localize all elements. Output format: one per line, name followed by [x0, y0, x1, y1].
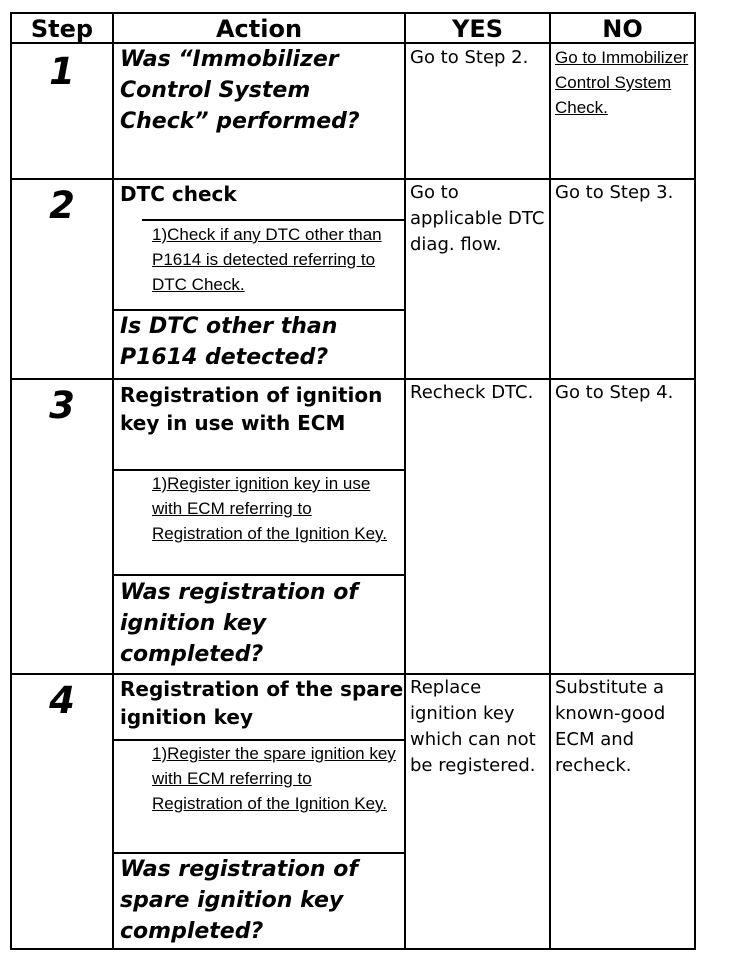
action-sub-divider — [142, 219, 406, 221]
yes-result: Go to applicable DTC diag. flow. — [410, 182, 545, 255]
step-action: DTC check — [120, 182, 237, 206]
step-instruction: 1)Check if any DTC other than P1614 is detected referring to DTC Check. — [152, 225, 382, 294]
table-border-right — [694, 12, 696, 950]
step-number: 4 — [49, 679, 75, 722]
step-action: Registration of ignition key in use with ECM — [120, 383, 383, 435]
step-instruction: 1)Register ignition key in use with ECM referring to Registration of the Ignition Key. — [152, 474, 387, 543]
action-sub-divider — [114, 574, 406, 576]
step-instruction: 1)Register the spare ignition key with ECM referring to Registration of the Ignition Key. — [152, 744, 396, 813]
yes-result: Recheck DTC. — [410, 382, 534, 403]
column-divider — [404, 12, 406, 950]
step-number: 2 — [49, 184, 75, 227]
step-question: Was “Immobilizer Control System Check” performed? — [120, 47, 360, 134]
step-number: 1 — [49, 50, 75, 93]
column-divider — [549, 12, 551, 950]
no-result-link[interactable]: Go to Immobilizer Control System Check. — [555, 48, 689, 117]
table-border-left — [10, 12, 12, 950]
step-question: Was registration of spare ignition key completed? — [120, 857, 358, 944]
no-result: Go to Step 3. — [555, 182, 674, 203]
header-step: Step — [30, 15, 94, 43]
step-action: Registration of the spare ignition key — [120, 677, 404, 729]
step-question: Is DTC other than P1614 detected? — [120, 314, 338, 370]
step-number: 3 — [49, 384, 75, 427]
no-result: Go to Step 4. — [555, 382, 674, 403]
no-result: Substitute a known-good ECM and recheck. — [555, 677, 666, 776]
step-question: Was registration of ignition key completed? — [120, 580, 358, 667]
header-yes: YES — [451, 15, 504, 43]
yes-result: Go to Step 2. — [410, 47, 529, 68]
header-action: Action — [215, 15, 303, 43]
yes-result: Replace ignition key which can not be registered. — [410, 677, 536, 776]
diagnostic-table — [10, 12, 696, 950]
header-no: NO — [602, 15, 643, 43]
